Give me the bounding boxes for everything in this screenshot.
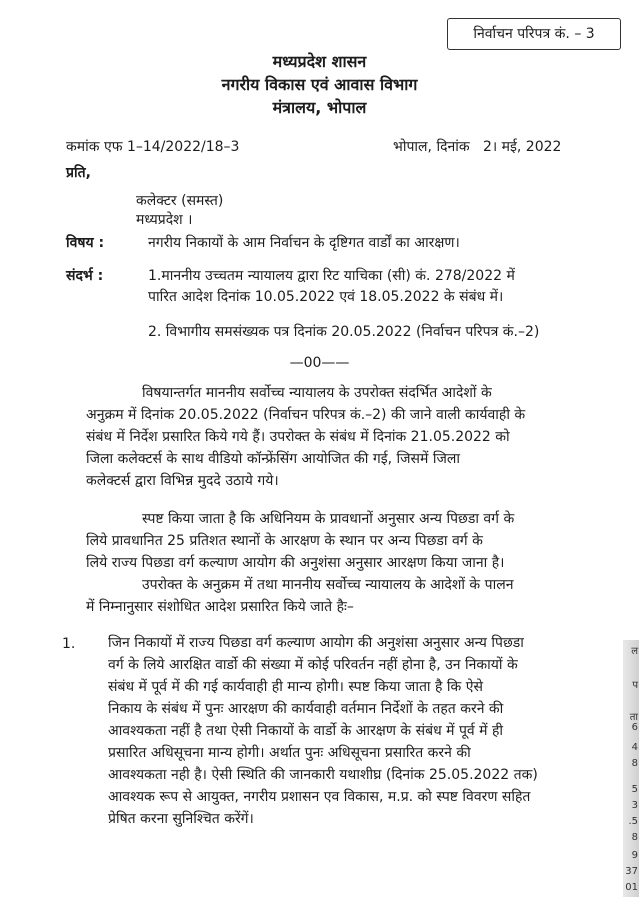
- para1-line: विषयान्तर्गत माननीय सर्वोच्च न्यायालय के उपरोक्त संदर्भित आदेशों के: [142, 385, 492, 401]
- edge-mark: 37: [625, 866, 638, 877]
- point1-line: संबंध में पूर्व में की गई कार्यवाही ही मान्य होगी। स्पष्ट किया जाता है कि ऐसे: [108, 679, 483, 695]
- subject-text: नगरीय निकायों के आम निर्वाचन के दृष्टिगत वार्डों का आरक्षण।: [148, 235, 460, 251]
- para2-line: लिये प्रावधानित 25 प्रतिशत स्थानों के आरक्षण के स्थान पर अन्य पिछडा वर्ग के: [86, 533, 483, 549]
- recipient-line-2: मध्यप्रदेश ।: [136, 212, 193, 228]
- point1-line: आवश्यक रूप से आयुक्त, नगरीय प्रशासन एव विकास, म.प्र. को स्पष्ट विवरण सहित: [108, 789, 531, 805]
- edge-mark: 3: [631, 800, 638, 811]
- edge-mark: 9: [631, 850, 638, 861]
- header-line-1: मध्यप्रदेश शासन: [272, 52, 367, 71]
- para3-line: उपरोक्त के अनुक्रम में तथा माननीय सर्वोच्च न्यायालय के आदेशों के पालन: [142, 577, 514, 593]
- para3-line: में निम्नानुसार संशोधित आदेश प्रसारित किये जाते हैः–: [86, 599, 354, 615]
- edge-mark: .5: [628, 816, 638, 827]
- prati-label: प्रति,: [66, 165, 91, 181]
- para2-line: लिये राज्य पिछडा वर्ग कल्याण आयोग की अनुशंसा अनुसार आरक्षण किया जाना है।: [86, 555, 505, 571]
- paragraph-2: [86, 508, 586, 574]
- point1-line: प्रसारित अधिसूचना मान्य होगी। अर्थात पुनः अधिसूचना प्रसारित करने की: [108, 745, 471, 761]
- paragraph-3: [86, 574, 586, 618]
- scan-page-edge: [623, 640, 639, 897]
- point1-line: प्रेषित करना सुनिश्चित करेंगें।: [108, 811, 254, 827]
- para2-line: स्पष्ट किया जाता है कि अधिनियम के प्रावधानों अनुसार अन्य पिछडा वर्ग के: [142, 511, 515, 527]
- edge-mark: 6: [631, 722, 638, 733]
- point1-line: वर्ग के लिये आरक्षित वार्डो की संख्या में कोई परिवर्तन नहीं होना है, उन निकायों के: [108, 657, 518, 673]
- separator: —00——: [289, 355, 350, 371]
- header-line-3: मंत्रालय, भोपाल: [272, 98, 367, 117]
- para1-line: कलेक्टर्स द्वारा विभिन्न मुददे उठाये गये।: [86, 473, 279, 489]
- reference-item-1-line-1: 1.माननीय उच्चतम न्यायालय द्वारा रिट याचिका (सी) कं. 278/2022 में: [148, 268, 515, 284]
- para1-line: अनुक्रम में दिनांक 20.05.2022 (निर्वाचन परिपत्र कं.–2) की जाने वाली कार्यवाही के: [86, 407, 526, 423]
- para1-line: संबंध में निर्देश प्रसारित किये गये हैं। उपरोक्त के संबंध में दिनांक 21.05.2022 को: [86, 429, 510, 445]
- reference-item-2: 2. विभागीय समसंख्यक पत्र दिनांक 20.05.2022 (निर्वाचन परिपत्र कं.–2): [148, 324, 540, 340]
- reference-label: संदर्भ :: [66, 268, 104, 284]
- para1-line: जिला कलेक्टर्स के साथ वीडियो कॉन्फ्रेंसिंग आयोजित की गई, जिसमें जिला: [86, 451, 460, 467]
- edge-mark: 5: [631, 784, 638, 795]
- edge-mark: 01: [625, 882, 638, 893]
- edge-mark: 8: [631, 832, 638, 843]
- point-1-text: [108, 632, 588, 830]
- edge-mark: ता: [629, 712, 638, 723]
- point1-line: आवश्यकता नहीं है तथा ऐसी निकायों के वार्डो के आरक्षण के संबंध में पूर्व में ही: [108, 723, 504, 739]
- circular-number-box: निर्वाचन परिपत्र कं. – 3: [447, 18, 621, 50]
- paragraph-1: [86, 382, 586, 492]
- reference-number: कमांक एफ 1–14/2022/18–3: [66, 139, 240, 155]
- date: भोपाल, दिनांक 2। मई, 2022: [393, 139, 562, 155]
- edge-mark: 4: [631, 742, 638, 753]
- edge-mark: 8: [631, 758, 638, 769]
- edge-mark: ल: [631, 646, 638, 657]
- point1-line: आवश्यकता नही है। ऐसी स्थिति की जानकारी यथाशीघ्र (दिनांक 25.05.2022 तक): [108, 767, 538, 783]
- edge-mark: प: [632, 680, 638, 691]
- header-line-2: नगरीय विकास एवं आवास विभाग: [221, 75, 418, 94]
- point1-line: जिन निकायों में राज्य पिछडा वर्ग कल्याण आयोग की अनुशंसा अनुसार अन्य पिछडा: [108, 635, 524, 651]
- recipient-line-1: कलेक्टर (समस्त): [136, 193, 224, 209]
- point-1-number: 1.: [62, 636, 76, 652]
- subject-label: विषय :: [66, 235, 105, 251]
- point1-line: निकाय के संबंध में पुनः आरक्षण की कार्यवाही वर्तमान निर्देशों के तहत करने की: [108, 701, 504, 717]
- reference-item-1-line-2: पारित आदेश दिनांक 10.05.2022 एवं 18.05.2022 के संबंध में।: [148, 289, 504, 305]
